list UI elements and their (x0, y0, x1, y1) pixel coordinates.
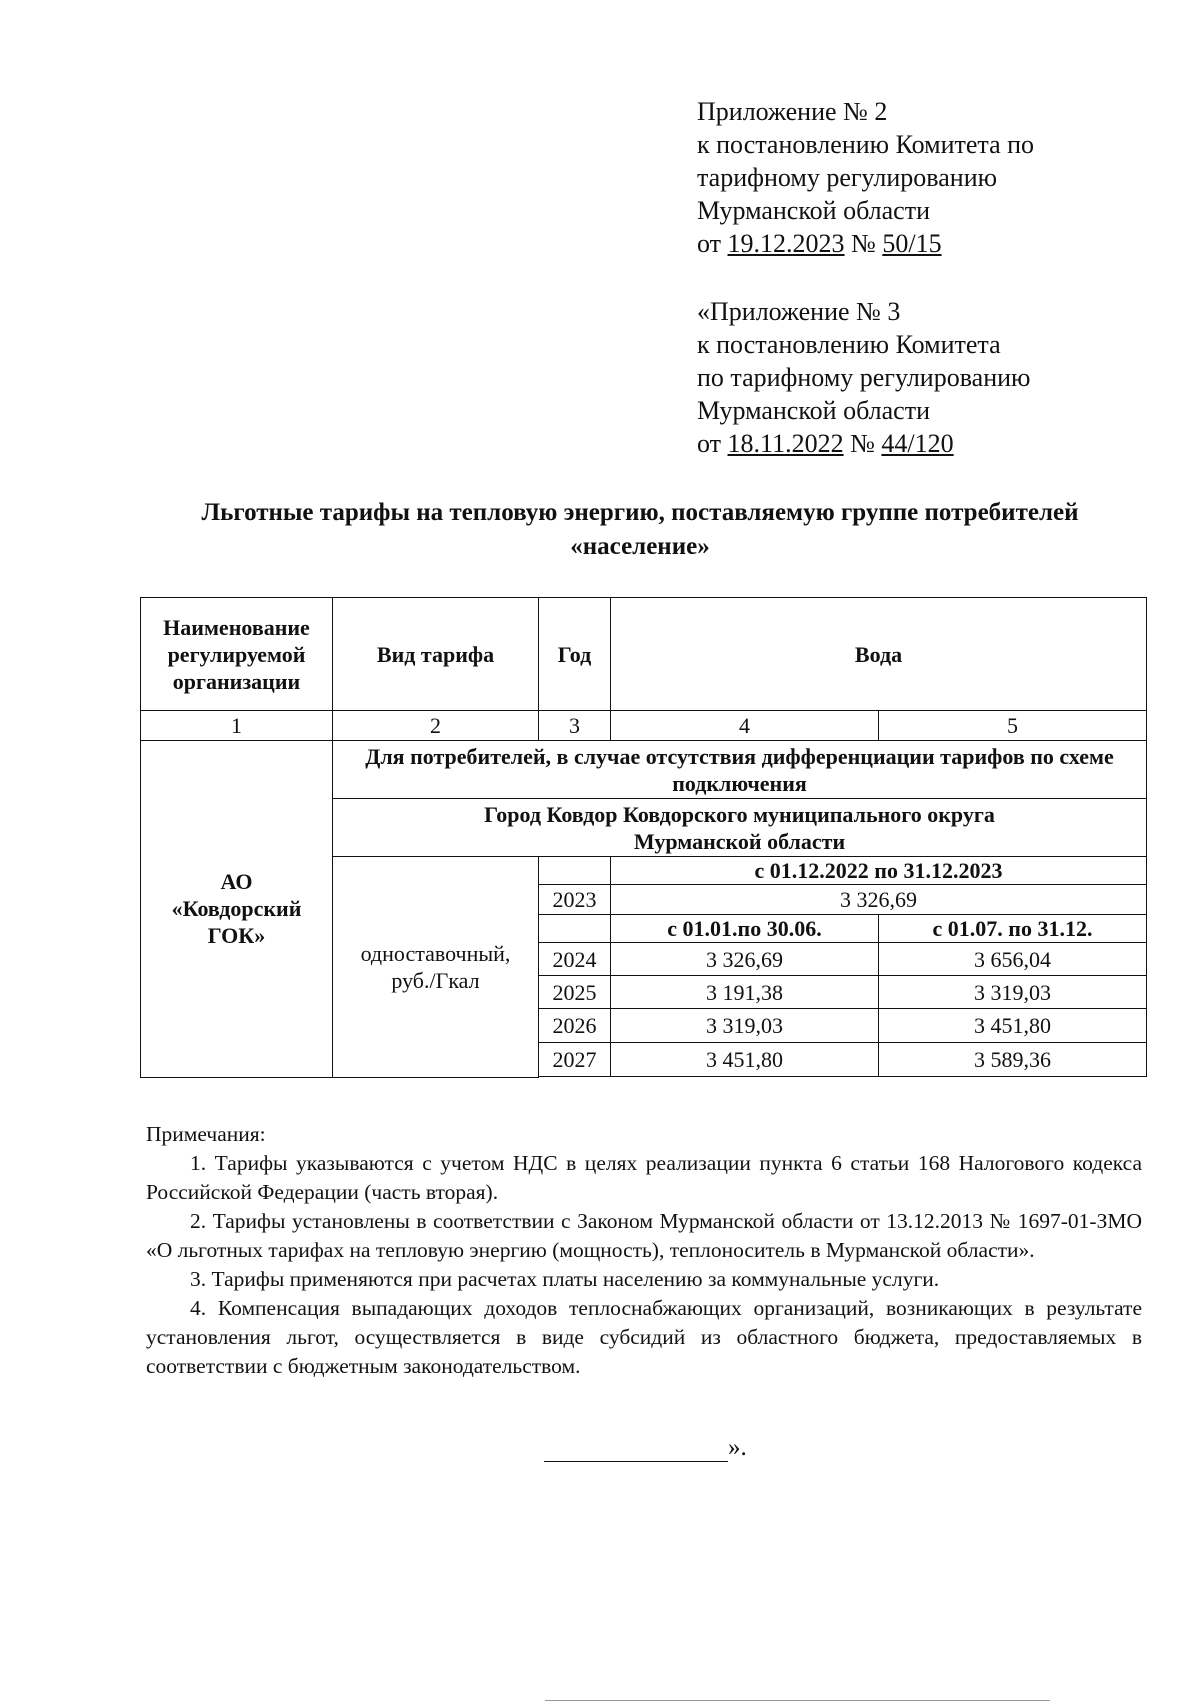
value-cell: 3 451,80 (611, 1043, 879, 1077)
year-cell: 2025 (539, 976, 611, 1009)
year-cell: 2026 (539, 1009, 611, 1043)
column-number: 5 (879, 711, 1147, 741)
tariff-table (140, 597, 1147, 1078)
appendix-line: Приложение № 2 (697, 97, 888, 126)
note-item: 2. Тарифы установлены в соответствии с Законом Мурманской области от 13.12.2013 № 1697-01-ЗМО «О льготных тарифах на тепловую энергию (мощность), теплоноситель в Мурманской области». (146, 1209, 1142, 1262)
table-header-row (141, 598, 1147, 711)
resolution-date: 18.11.2022 (727, 429, 844, 458)
header-year: Год (539, 598, 611, 711)
year-cell: 2023 (539, 885, 611, 915)
period-half-1: с 01.01.по 30.06. (611, 915, 879, 943)
value-cell: 3 319,03 (611, 1009, 879, 1043)
column-number: 1 (141, 711, 333, 741)
year-cell: 2027 (539, 1043, 611, 1077)
date-prefix: от (697, 429, 728, 458)
column-number: 2 (333, 711, 539, 741)
bottom-rule (545, 1700, 1050, 1701)
resolution-number: 44/120 (881, 429, 954, 458)
number-prefix: № (844, 229, 883, 258)
appendix-date-line (697, 427, 1030, 460)
resolution-number: 50/15 (882, 229, 942, 258)
appendix-line: «Приложение № 3 (697, 297, 901, 326)
territory: Город Ковдор Ковдорского муниципального округа Мурманской области (333, 799, 1147, 857)
appendix-line: Мурманской области (697, 196, 930, 225)
document-title: Льготные тарифы на тепловую энергию, поставляемую группе потребителей «население» (201, 499, 1079, 560)
appendix-date-line (697, 227, 1034, 260)
appendix-line: к постановлению Комитета по (697, 130, 1035, 159)
column-number: 4 (611, 711, 879, 741)
header-water: Вода (611, 598, 1147, 711)
year-cell: 2024 (539, 943, 611, 976)
year-cell-empty (539, 915, 611, 943)
resolution-date: 19.12.2023 (727, 229, 845, 258)
value-cell: 3 319,03 (879, 976, 1147, 1009)
value-cell: 3 326,69 (611, 943, 879, 976)
value-cell: 3 656,04 (879, 943, 1147, 976)
appendix-line: Мурманской области (697, 396, 930, 425)
note-item: 4. Компенсация выпадающих доходов теплоснабжающих организаций, возникающих в результате установления льгот, осуществляется в виде субсидий из областного бюджета, предоставляемых в соответствии с бюджетным законодательством. (146, 1296, 1142, 1378)
section-note: Для потребителей, в случае отсутствия дифференциации тарифов по схеме подключения (333, 741, 1147, 799)
column-number-row (141, 711, 1147, 741)
year-cell-empty (539, 857, 611, 885)
number-prefix: № (843, 429, 882, 458)
notes-section (146, 1120, 1142, 1381)
tariff-type-value: одноставочный, руб./Гкал (333, 857, 539, 1078)
value-cell: 3 191,38 (611, 976, 879, 1009)
header-tariff-type: Вид тарифа (333, 598, 539, 711)
date-prefix: от (697, 229, 728, 258)
organization-name: АО «Ковдорский ГОК» (141, 741, 333, 1078)
closing-mark (544, 1434, 747, 1462)
note-item: 3. Тарифы применяются при расчетах платы населению за коммунальные услуги. (190, 1267, 940, 1291)
value-cell: 3 326,69 (611, 885, 1147, 915)
value-cell: 3 451,80 (879, 1009, 1147, 1043)
header-org: Наименование регулируемой организации (141, 598, 333, 711)
appendix-line: тарифному регулированию (697, 163, 998, 192)
value-cell: 3 589,36 (879, 1043, 1147, 1077)
closing-quote: ». (728, 1434, 747, 1461)
appendix-header-current (697, 95, 1034, 260)
notes-heading: Примечания: (146, 1122, 266, 1146)
appendix-line: к постановлению Комитета (697, 330, 1001, 359)
appendix-line: по тарифному регулированию (697, 363, 1031, 392)
closing-underline (544, 1437, 728, 1462)
table-row (141, 741, 1147, 799)
appendix-header-original (697, 295, 1030, 460)
period-2023: с 01.12.2022 по 31.12.2023 (611, 857, 1147, 885)
column-number: 3 (539, 711, 611, 741)
note-item: 1. Тарифы указываются с учетом НДС в целях реализации пункта 6 статьи 168 Налогового кодекса Российской Федерации (часть вторая). (146, 1151, 1142, 1204)
period-half-2: с 01.07. по 31.12. (879, 915, 1147, 943)
